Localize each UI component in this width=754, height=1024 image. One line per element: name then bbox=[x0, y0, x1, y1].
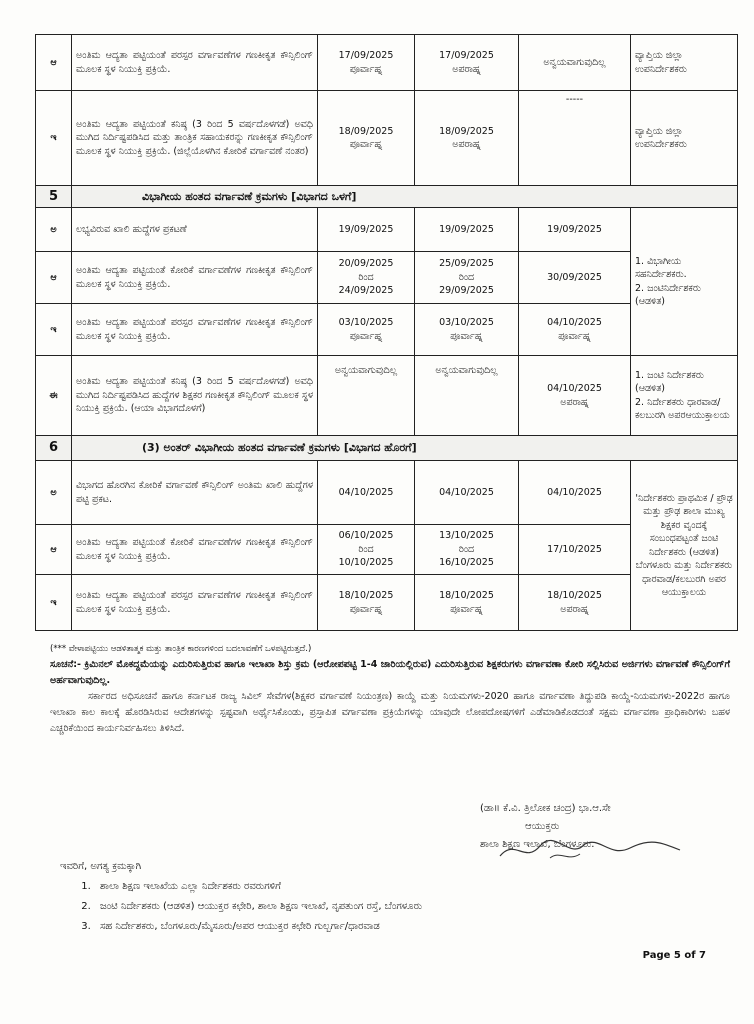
copy-heading: ಇವರಿಗೆ, ಅಗತ್ಯ ಕ್ರಮಕ್ಕಾಗಿ bbox=[60, 861, 142, 872]
date-cell: 13/10/2025 ರಿಂದ 16/10/2025 bbox=[415, 525, 519, 575]
date-cell: ----- bbox=[519, 91, 631, 186]
authority-cell: 'ನಿರ್ದೇಶಕರು ಪ್ರಾಥಮಿಕ / ಪ್ರೌಢ ಮತ್ತು ಪ್ರೌಢ ಶಾಲಾ ಮುಖ್ಯ ಶಿಕ್ಷಕರ ವೃಂದಕ್ಕೆ ಸಂಬಂಧಪಟ್ಟಂತೆ ಜಂಟಿ ನಿರ್ದೇಶಕರು (ಆಡಳಿತ) ಬೆಂಗಳೂರು ಮತ್ತು ನಿರ್ದೇಶಕರು ಧಾರವಾಡ/ಕಲಬುರಗಿ ಅಪರ ಆಯುಕ್ತಾಲಯ bbox=[631, 461, 738, 631]
copy-to-block bbox=[60, 857, 720, 937]
row-index: ಆ bbox=[36, 35, 72, 91]
date-cell: 04/10/2025 bbox=[519, 461, 631, 525]
authority-line: 1. ಜಂಟಿ ನಿರ್ದೇಶಕರು (ಆಡಳಿತ) bbox=[635, 369, 704, 394]
date-cell: 17/09/2025 ಪೂರ್ವಾಹ್ನ bbox=[318, 35, 415, 91]
table-row bbox=[36, 91, 738, 186]
signatory-name: (ಡಾ॥ ಕೆ.ವಿ. ತ್ರಿಲೋಕ ಚಂದ್ರ) ಭಾ.ಆ.ಸೇ bbox=[480, 803, 611, 814]
instruction-note: ಸೂಚನೆ:- ಕ್ರಿಮಿನಲ್ ಮೊಕದ್ದಮೆಯನ್ನು ಎದುರಿಸುತ್ತಿರುವ ಹಾಗೂ ಇಲಾಖಾ ಶಿಸ್ತು ಕ್ರಮ (ಆರೋಪಪಟ್ಟಿ 1-4 ಜಾರಿಯಲ್ಲಿರುವ) ಎದುರಿಸುತ್ತಿರುವ ಶಿಕ್ಷಕರುಗಳು ವರ್ಗಾವಣಾ ಕೋರಿ ಸಲ್ಲಿಸಿರುವ ಅರ್ಜಿಗಳು ವರ್ಗಾವಣೆ ಕೌನ್ಸಿಲಿಂಗ್‌ಗೆ ಅರ್ಹವಾಗುವುದಿಲ್ಲ. bbox=[50, 659, 730, 686]
date-cell: 18/09/2025 ಪೂರ್ವಾಹ್ನ bbox=[318, 91, 415, 186]
date-cell: 19/09/2025 bbox=[415, 208, 519, 252]
authority-cell: ವ್ಯಾಪ್ತಿಯ ಜಿಲ್ಲಾ ಉಪನಿರ್ದೇಶಕರು bbox=[631, 35, 738, 91]
row-index: ಇ bbox=[36, 91, 72, 186]
schedule-table bbox=[35, 34, 738, 631]
instruction-paragraph: ಸರ್ಕಾರದ ಅಧಿಸೂಚನೆ ಹಾಗೂ ಕರ್ನಾಟಕ ರಾಜ್ಯ ಸಿವಿಲ್ ಸೇವೆಗಳ(ಶಿಕ್ಷಕರ ವರ್ಗಾವಣೆ ನಿಯಂತ್ರಣ) ಕಾಯ್ದೆ ಮತ್ತು ನಿಯಮಗಳು-2020 ಹಾಗೂ ವರ್ಗಾವಣಾ ತಿದ್ದುಪಡಿ ಕಾಯ್ದೆ-ನಿಯಮಗಳು-2022ರ ಹಾಗೂ ಇಲಾಖಾ ಕಾಲ ಕಾಲಕ್ಕೆ ಹೊರಡಿಸಿರುವ ಆದೇಶಗಳನ್ನು ಸ್ಪಷ್ಟವಾಗಿ ಅರ್ಥೈಸಿಕೊಂಡು, ಪ್ರಸ್ತಾಪಿತ ವರ್ಗಾವಣಾ ಪ್ರಕ್ರಿಯೆಗಳನ್ನು ಯಾವುದೇ ಲೋಪದೋಷಗಳಿಗೆ ಎಡೆಮಾಡಿಕೊಡದಂತೆ ಸಕ್ಷಮ ವರ್ಗಾವಣಾ ಪ್ರಾಧಿಕಾರಿಗಳು ಬಹಳ ಎಚ್ಚರಿಕೆಯಿಂದ ಕಾರ್ಯನಿರ್ವಹಿಸಲು ತಿಳಿಸಿದೆ. bbox=[50, 691, 730, 734]
list-item: 1. ಶಾಲಾ ಶಿಕ್ಷಣ ಇಲಾಖೆಯ ಎಲ್ಲಾ ನಿರ್ದೇಶಕರು ರವರುಗಳಿಗೆ bbox=[94, 877, 720, 897]
date-cell: 30/09/2025 bbox=[519, 252, 631, 304]
row-index: ಆ bbox=[36, 252, 72, 304]
date-cell: 04/10/2025 ಪೂರ್ವಾಹ್ನ bbox=[519, 304, 631, 356]
authority-cell: ವ್ಯಾಪ್ತಿಯ ಜಿಲ್ಲಾ ಉಪನಿರ್ದೇಶಕರು bbox=[631, 91, 738, 186]
date-cell: 20/09/2025 ರಿಂದ 24/09/2025 bbox=[318, 252, 415, 304]
authority-line: 2. ನಿರ್ದೇಶಕರು ಧಾರವಾಡ/ಕಲಬುರಗಿ ಅಪರಆಯುಕ್ತಾಲಯ bbox=[635, 396, 730, 421]
row-description: ಅಂತಿಮ ಆದ್ಯತಾ ಪಟ್ಟಿಯಂತೆ ಪರಸ್ಪರ ವರ್ಗಾವಣೆಗಳ ಗಣಕೀಕೃತ ಕೌನ್ಸಿಲಿಂಗ್ ಮೂಲಕ ಸ್ಥಳ ನಿಯುಕ್ತಿ ಪ್ರಕ್ರಿಯೆ. bbox=[72, 304, 318, 356]
table-row bbox=[36, 461, 738, 525]
date-cell: 18/10/2025 ಪೂರ್ವಾಹ್ನ bbox=[318, 575, 415, 631]
schedule-footnote: (*** ವೇಳಾಪಟ್ಟಿಯು ಆಡಳಿತಾತ್ಮಕ ಮತ್ತು ತಾಂತ್ರಿಕ ಕಾರಣಗಳಿಂದ ಬದಲಾವಣೆಗೆ ಒಳಪಟ್ಟಿರುತ್ತದೆ.) bbox=[50, 644, 312, 654]
date-cell: ಅನ್ವಯವಾಗುವುದಿಲ್ಲ bbox=[318, 356, 415, 436]
section-title: ವಿಭಾಗೀಯ ಹಂತದ ವರ್ಗಾವಣೆ ಕ್ರಮಗಳು [ವಿಭಾಗದ ಒಳಗೆ] bbox=[72, 186, 738, 208]
list-item: 3. ಸಹ ನಿರ್ದೇಶಕರು, ಬೆಂಗಳೂರು/ಮೈಸೂರು/ಅಪರ ಆಯುಕ್ತರ ಕಛೇರಿ ಗುಲ್ಬರ್ಗಾ/ಧಾರವಾಡ bbox=[94, 917, 720, 937]
row-index: ಇ bbox=[36, 575, 72, 631]
row-index: ಆ bbox=[36, 525, 72, 575]
date-cell: 18/10/2025 ಪೂರ್ವಾಹ್ನ bbox=[415, 575, 519, 631]
section-number: 6 bbox=[36, 436, 72, 461]
date-cell: 03/10/2025 ಪೂರ್ವಾಹ್ನ bbox=[318, 304, 415, 356]
row-description: ಅಂತಿಮ ಆದ್ಯತಾ ಪಟ್ಟಿಯಂತೆ ಕೋರಿಕೆ ವರ್ಗಾವಣೆಗಳ ಗಣಕೀಕೃತ ಕೌನ್ಸಿಲಿಂಗ್ ಮೂಲಕ ಸ್ಥಳ ನಿಯುಕ್ತಿ ಪ್ರಕ್ರಿಯೆ. bbox=[72, 252, 318, 304]
signature-block bbox=[480, 800, 730, 854]
row-description: ಅಂತಿಮ ಆದ್ಯತಾ ಪಟ್ಟಿಯಂತೆ ಕೋರಿಕೆ ವರ್ಗಾವಣೆಗಳ ಗಣಕೀಕೃತ ಕೌನ್ಸಿಲಿಂಗ್ ಮೂಲಕ ಸ್ಥಳ ನಿಯುಕ್ತಿ ಪ್ರಕ್ರಿಯೆ. bbox=[72, 525, 318, 575]
page-number: Page 5 of 7 bbox=[642, 950, 706, 961]
date-cell: 04/10/2025 ಅಪರಾಹ್ನ bbox=[519, 356, 631, 436]
list-item: 2. ಜಂಟಿ ನಿರ್ದೇಶಕರು (ಆಡಳಿತ) ಆಯುಕ್ತರ ಕಛೇರಿ, ಶಾಲಾ ಶಿಕ್ಷಣ ಇಲಾಖೆ, ನೃಪತುಂಗ ರಸ್ತೆ, ಬೆಂಗಳೂರು bbox=[94, 897, 720, 917]
row-index: ಈ bbox=[36, 356, 72, 436]
section-header-row bbox=[36, 186, 738, 208]
row-description: ಲಭ್ಯವಿರುವ ಖಾಲಿ ಹುದ್ದೆಗಳ ಪ್ರಕಟಣೆ bbox=[72, 208, 318, 252]
date-cell: 03/10/2025 ಪೂರ್ವಾಹ್ನ bbox=[415, 304, 519, 356]
row-description: ಅಂತಿಮ ಆದ್ಯತಾ ಪಟ್ಟಿಯಂತೆ ಪರಸ್ಪರ ವರ್ಗಾವಣೆಗಳ ಗಣಕೀಕೃತ ಕೌನ್ಸಿಲಿಂಗ್ ಮೂಲಕ ಸ್ಥಳ ನಿಯುಕ್ತಿ ಪ್ರಕ್ರಿಯೆ. bbox=[72, 575, 318, 631]
table-row bbox=[36, 35, 738, 91]
section-number: 5 bbox=[36, 186, 72, 208]
table-row bbox=[36, 356, 738, 436]
row-description: ಅಂತಿಮ ಆದ್ಯತಾ ಪಟ್ಟಿಯಂತೆ ಕನಿಷ್ಠ (3 ರಿಂದ 5 ವರ್ಷದೊಳಗಡೆ) ಅವಧಿ ಮುಗಿದ ನಿರ್ದಿಷ್ಟಪಡಿಸಿದ ಮತ್ತು ತಾಂತ್ರಿಕ ಸಹಾಯಕರನ್ನು ಗಣಕೀಕೃತ ಕೌನ್ಸಿಲಿಂಗ್ ಮೂಲಕ ಸ್ಥಳ ನಿಯುಕ್ತಿ ಪ್ರಕ್ರಿಯೆ. (ಜಿಲ್ಲೆಯೊಳಗಿನ ಕೋರಿಕೆ ವರ್ಗಾವಣೆ ನಂತರ) bbox=[72, 91, 318, 186]
date-cell: 17/09/2025 ಅಪರಾಹ್ನ bbox=[415, 35, 519, 91]
date-cell: 19/09/2025 bbox=[519, 208, 631, 252]
section-header-row bbox=[36, 436, 738, 461]
row-description: ಅಂತಿಮ ಆದ್ಯತಾ ಪಟ್ಟಿಯಂತೆ ಪರಸ್ಪರ ವರ್ಗಾವಣೆಗಳ ಗಣಕೀಕೃತ ಕೌನ್ಸಿಲಿಂಗ್ ಮೂಲಕ ಸ್ಥಳ ನಿಯುಕ್ತಿ ಪ್ರಕ್ರಿಯೆ. bbox=[72, 35, 318, 91]
table-row bbox=[36, 208, 738, 252]
date-cell: ಅನ್ವಯವಾಗುವುದಿಲ್ಲ bbox=[519, 35, 631, 91]
row-index: ಅ bbox=[36, 461, 72, 525]
copy-list bbox=[60, 877, 720, 937]
date-cell: 04/10/2025 bbox=[318, 461, 415, 525]
date-cell: ಅನ್ವಯವಾಗುವುದಿಲ್ಲ bbox=[415, 356, 519, 436]
row-index: ಅ bbox=[36, 208, 72, 252]
date-cell: 25/09/2025 ರಿಂದ 29/09/2025 bbox=[415, 252, 519, 304]
authority-cell bbox=[631, 208, 738, 356]
authority-line: 2. ಜಂಟಿನಿರ್ದೇಶಕರು (ಆಡಳಿತ) bbox=[635, 282, 701, 307]
authority-cell bbox=[631, 356, 738, 436]
notes-block bbox=[50, 641, 730, 737]
date-cell: 06/10/2025 ರಿಂದ 10/10/2025 bbox=[318, 525, 415, 575]
date-cell: 19/09/2025 bbox=[318, 208, 415, 252]
signatory-role: ಆಯುಕ್ತರು bbox=[525, 821, 560, 832]
date-cell: 17/10/2025 bbox=[519, 525, 631, 575]
section-title: (3) ಅಂತರ್ ವಿಭಾಗೀಯ ಹಂತದ ವರ್ಗಾವಣೆ ಕ್ರಮಗಳು [ವಿಭಾಗದ ಹೊರಗೆ] bbox=[72, 436, 738, 461]
signatory-office: ಶಾಲಾ ಶಿಕ್ಷಣ ಇಲಾಖೆ, ಬೆಂಗಳೂರು. bbox=[480, 839, 595, 850]
date-cell: 04/10/2025 bbox=[415, 461, 519, 525]
date-cell: 18/09/2025 ಅಪರಾಹ್ನ bbox=[415, 91, 519, 186]
row-description: ವಿಭಾಗದ ಹೊರಗಿನ ಕೋರಿಕೆ ವರ್ಗಾವಣೆ ಕೌನ್ಸಿಲಿಂಗ್ ಅಂತಿಮ ಖಾಲಿ ಹುದ್ದೆಗಳ ಪಟ್ಟಿ ಪ್ರಕಟ. bbox=[72, 461, 318, 525]
row-index: ಇ bbox=[36, 304, 72, 356]
row-description: ಅಂತಿಮ ಆದ್ಯತಾ ಪಟ್ಟಿಯಂತೆ ಕನಿಷ್ಠ (3 ರಿಂದ 5 ವರ್ಷದೊಳಗಡೆ) ಅವಧಿ ಮುಗಿದ ನಿರ್ದಿಷ್ಟಪಡಿಸಿದ ಹುದ್ದೆಗಳ ಶಿಕ್ಷಕರ ಗಣಕೀಕೃತ ಕೌನ್ಸಿಲಿಂಗ್ ಮೂಲಕ ಸ್ಥಳ ನಿಯುಕ್ತಿ ಪ್ರಕ್ರಿಯೆ. (ಆಯಾ ವಿಭಾಗದೊಳಗೆ) bbox=[72, 356, 318, 436]
authority-line: 1. ವಿಭಾಗೀಯ ಸಹನಿರ್ದೇಶಕರು. bbox=[635, 255, 687, 280]
date-cell: 18/10/2025 ಅಪರಾಹ್ನ bbox=[519, 575, 631, 631]
